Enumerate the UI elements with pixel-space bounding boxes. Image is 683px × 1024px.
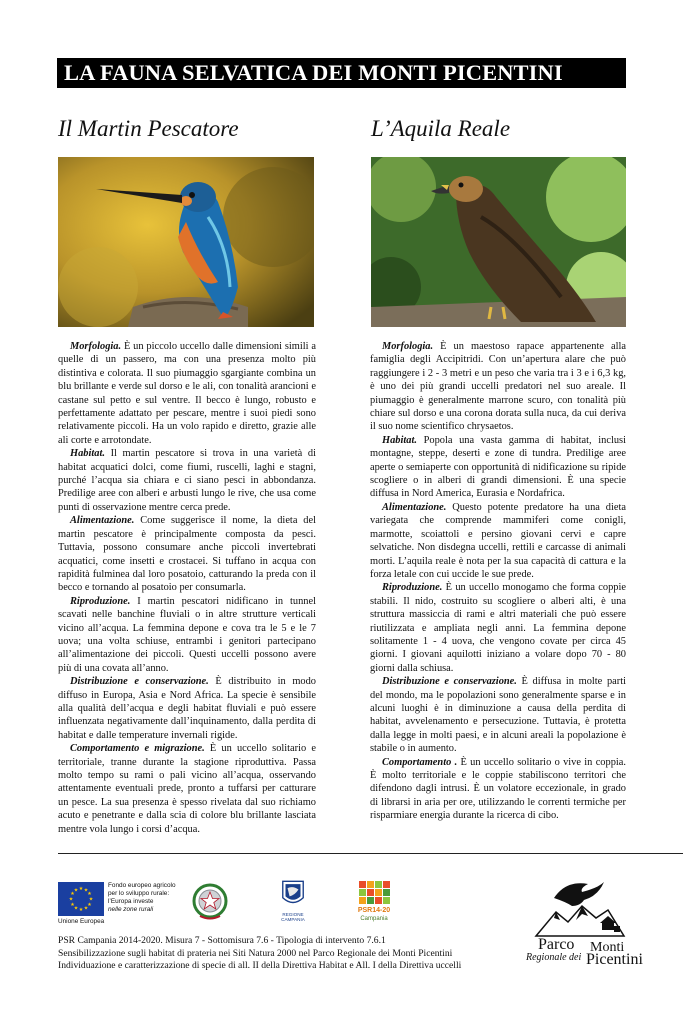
paragraph-label: Distribuzione e conservazione. [70,676,209,688]
park-monti: Monti [590,940,625,955]
footer-line: Individuazione e caratterizzazione di specie di all. II della Direttiva Habitat e All. I della Direttiva uccelli [58,960,462,972]
svg-text:★: ★ [78,886,84,892]
paragraph-body: È un uccello solitario o vive in coppia. È molto territoriale e le coppie stabiliscono territori che difendono dagli intrusi. È un volatore eccezionale, in grado di librarsi in aria per ore, utilizzando le correnti termiche per risparmiare energia durante la ricerca di cibo. [370,756,626,822]
paragraph-body: È diffusa in molte parti del mondo, ma le popolazioni sono generalmente sparse e in alcuni luoghi è in diminuzione a causa della perdita di habitat, avvelenamento e persecuzione. Tuttavia, è protetta dalla legge in molti paesi, e in alcuni areali la popolazione è stabile o in aumento. [370,676,626,755]
paragraph-riproduzione [370,581,626,675]
italian-emblem-icon [190,880,230,922]
paragraph-alimentazione [370,501,626,581]
paragraph-body: È un piccolo uccello dalle dimensioni simili a quelle di un passero, ma con una presenza molto più distintiva e colorata. Il suo piumaggio sgargiante combina un blu brillante e verde sul dorso e le ali, con tonalità arancioni e castane sul petto e sul ventre. Il becco è lungo, robusto e perfettamente adattato per pescare, mentre i suoi piedi sono relativamente piccoli. Ha un volo rapido e diretto, grazie alle ali corte e arrotondate. [58,341,316,446]
paragraph-distribuzione [370,675,626,755]
eu-line: per lo sviluppo rurale: [108,890,170,897]
paragraph-label: Distribuzione e conservazione. [382,676,517,688]
psr-sublabel: Campania [360,916,388,922]
paragraph-morfologia [58,340,316,447]
svg-text:★: ★ [73,905,79,912]
paragraph-habitat [370,434,626,501]
paragraph-label: Riproduzione. [382,582,443,594]
kingfisher-photo [58,157,314,327]
paragraph-body: Come suggerisce il nome, la dieta del martin pescatore è principalmente composta da pesci. Tuttavia, possono consumare anche piccoli invertebrati acquatici, come insetti e crostacei. Si tuffano in acqua con rapidità fulminea dal loro posatoio, catturando la preda con il becco e tornando al posatoio per consumarla. [58,515,316,594]
footer-divider [58,853,683,854]
paragraph-body: Il martin pescatore si trova in una varietà di habitat acquatici dolci, come fiumi, ruscelli, laghi e stagni, purché l’acqua sia chiara e ci siano pesci in abbondanza. Predilige aree con alberi e arbusti lungo le rive, che usa come punti di osservazione mentre cerca prede. [58,448,316,513]
eagle-title: L’Aquila Reale [371,116,511,141]
park-picentini: Picentini [586,951,643,968]
paragraph-label: Alimentazione. [382,501,447,513]
paragraph-body: Popola una vasta gamma di habitat, inclusi montagne, steppe, deserti e zone di tundra. Predilige aree aperte o semiaperte con opportunità di nidificazione su ripide scogliere o in alberi di grandi dimensioni. È una specie diffusa in Nord America, Eurasia e Nordafrica. [370,434,626,500]
eu-line: Fondo europeo agricolo [108,882,176,889]
eu-flag-icon [58,882,104,916]
paragraph-habitat [58,447,316,514]
footer-line: PSR Campania 2014-2020. Misura 7 - Sottomisura 7.6 - Tipologia di intervento 7.6.1 [58,935,386,946]
park-parco: Parco [538,936,575,953]
paragraph-morfologia [370,340,626,434]
paragraph-riproduzione [58,595,316,675]
footer-credits [58,935,461,973]
svg-text:★: ★ [68,896,74,903]
paragraph-label: Alimentazione. [70,515,135,527]
svg-text:★: ★ [83,887,89,894]
paragraph-distribuzione [58,675,316,742]
paragraph-body: Questo potente predatore ha una dieta variegata che comprende mammiferi come conigli, marmotte, scoiattoli e persino giovani cervi e capre selvatiche. Non disdegna uccelli, rettili e carcasse di animali morti. L’aquila reale è nota per la sua capacità di cattura e la forza letale con cui uccide le sue prede. [370,501,626,580]
footer-line: Sensibilizzazione sugli habitat di prateria nei Siti Natura 2000 nel Parco Regionale dei Monti Picentini [58,947,453,959]
paragraph-body: I martin pescatori nidificano in tunnel scavati nelle banchine fluviali o in altre strutture verticali vicino all’acqua. La femmina depone e cova tra le 5 e le 7 uova; una volta schiuse, entrambi i genitori partecipano all’alimentazione dei piccoli. Questi uccelli possono avere più di una covata all’anno. [58,595,316,674]
eagle-photo [371,157,626,327]
park-regionale: Regionale dei [526,952,582,963]
kingfisher-title: Il Martin Pescatore [58,116,239,141]
paragraph-comportamento [58,742,316,836]
eagle-text [370,340,626,823]
psr-label: PSR14-20 [357,907,391,914]
paragraph-label: Comportamento e migrazione. [70,743,205,755]
svg-text:★: ★ [88,896,94,903]
title-bar [57,58,626,88]
eu-fund-text [108,882,186,914]
svg-text:★: ★ [78,907,84,913]
paragraph-comportamento [370,756,626,823]
paragraph-label: Comportamento . [382,756,458,768]
kingfisher-text [58,340,316,836]
eu-line: l’Europa investe [108,898,154,905]
svg-text:★: ★ [87,891,92,897]
paragraph-body: È un uccello solitario e territoriale, tranne durante la stagione riproduttiva. Passa molto tempo su rami o pali vicino all’acqua, osservando attentamente eventuali prede, pronto a tuffarsi per catturare un pesce. La sua presenza è spesso rivelata dal suo richiamo acuto e penetrante e dalla scia di colore blu brillante lasciata mentre vola lungo i corsi d’acqua. [58,743,316,835]
svg-text:★: ★ [73,887,79,894]
paragraph-label: Habitat. [382,434,417,446]
park-eagle-logo-icon [526,876,626,938]
svg-text:★: ★ [70,902,75,908]
svg-text:★: ★ [70,891,75,897]
paragraph-label: Habitat. [70,448,105,460]
paragraph-label: Morfologia. [70,341,122,352]
campania-label: REGIONE CAMPANIA [281,912,305,922]
page-title: LA FAUNA SELVATICA DEI MONTI PICENTINI [64,60,563,85]
eu-line: nelle zone rurali [108,906,154,913]
svg-text:★: ★ [87,902,92,908]
svg-text:★: ★ [83,905,89,912]
paragraph-body: È distribuito in modo diffuso in Europa, Asia e Nord Africa. La specie è sensibile alla qualità dell’acqua e degli habitat fluviali e può essere influenzata negativamente dall’inquinamento, dalla perdita di habitat e dalle temperature invernali rigide. [58,676,316,741]
paragraph-label: Morfologia. [382,341,434,352]
paragraph-alimentazione [58,514,316,594]
paragraph-label: Riproduzione. [70,595,131,607]
eu-caption: Unione Europea [58,918,105,925]
paragraph-body: È un uccello monogamo che forma coppie stabili. Il nido, costruito su scogliere o alberi alti, è una struttura massiccia di rami e altri materiali che può essere riutilizzata e ampliata negli anni. La femmina depone solitamente 1 - 4 uova, che vengono covate per circa 45 giorni. I giovani aquilotti iniziano a volare dopo 70 - 80 giorni dalla schiusa. [370,582,626,674]
paragraph-body: È un maestoso rapace appartenente alla famiglia degli Accipitridi. Con un’apertura alare che può raggiungere i 2 - 3 metri e un peso che varia tra i 3 e i 6,3 kg, è uno dei più grandi uccelli predatori nel suo areale. Il piumaggio è generalmente marrone scuro, con tonalità più chiare sul dorso e una corona dorata sulla nuca, da cui deriva il suo nome scientifico chrysaetos. [370,341,626,433]
